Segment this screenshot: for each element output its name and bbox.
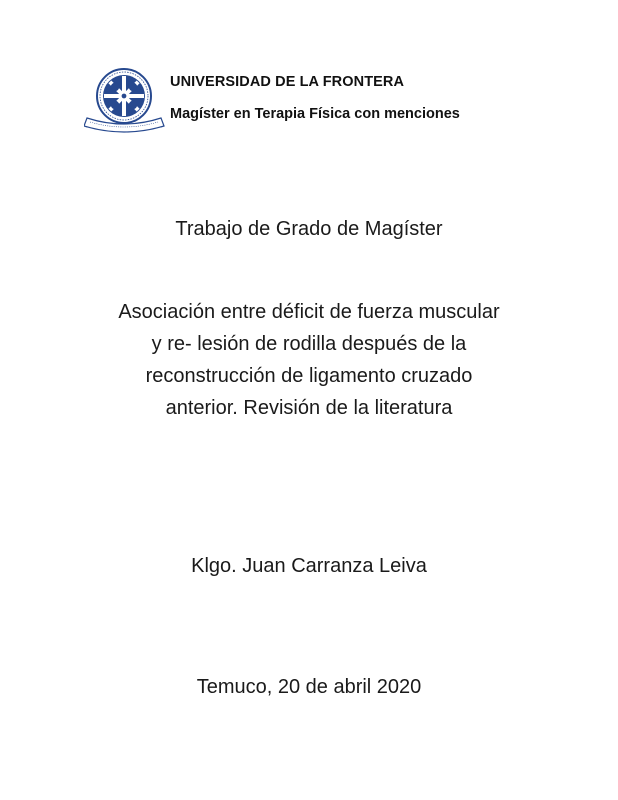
program-name: Magíster en Terapia Física con menciones [170, 106, 460, 122]
degree-type: Trabajo de Grado de Magíster [175, 218, 443, 240]
university-name: UNIVERSIDAD DE LA FRONTERA [170, 74, 405, 90]
title-line: anterior. Revisión de la literatura [165, 397, 453, 419]
title-line: y re- lesión de rodilla después de la [151, 333, 467, 355]
author-name: Klgo. Juan Carranza Leiva [191, 555, 427, 577]
header [84, 66, 584, 136]
thesis-title [59, 296, 559, 424]
title-line: reconstrucción de ligamento cruzado [145, 365, 473, 387]
university-seal-icon [84, 66, 166, 134]
place-and-date: Temuco, 20 de abril 2020 [196, 676, 422, 698]
title-line: Asociación entre déficit de fuerza muscular [118, 301, 500, 323]
